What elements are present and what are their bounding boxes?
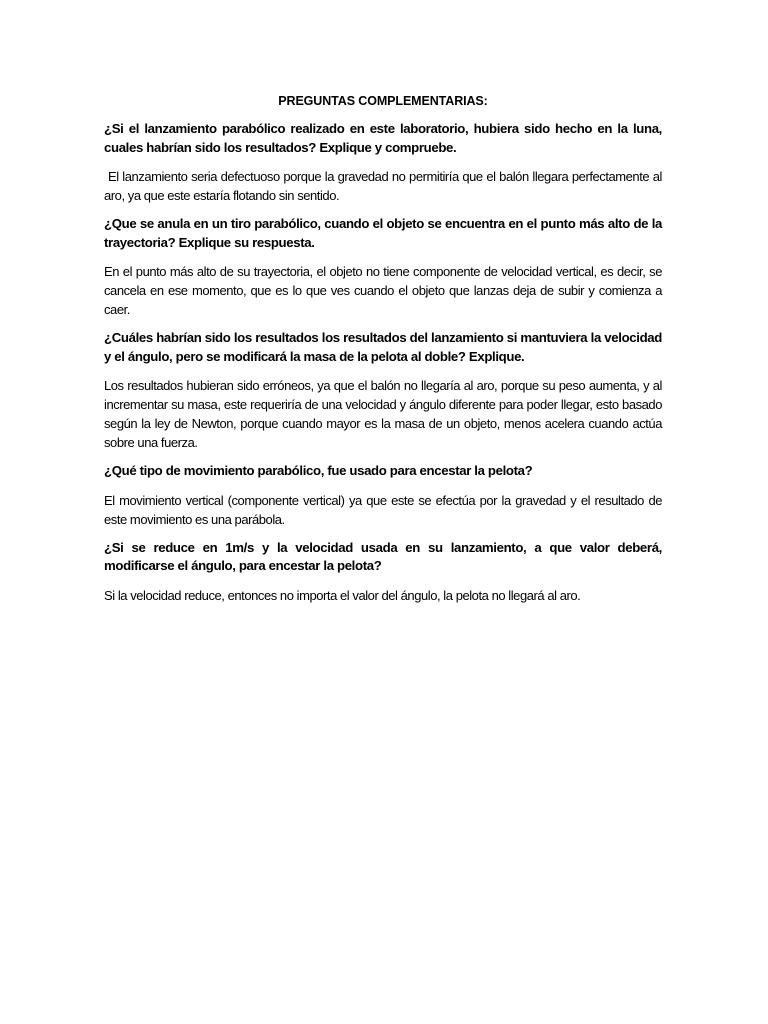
question-2: ¿Que se anula en un tiro parabólico, cuando el objeto se encuentra en el punto más alto de la trayectoria? Explique su respuesta.	[104, 216, 662, 250]
answer-1: El lanzamiento seria defectuoso porque la gravedad no permitiría que el balón llegara perfectamente al aro, ya que este estaría flotando sin sentido.	[104, 169, 662, 203]
question-5: ¿Si se reduce en 1m/s y la velocidad usada en su lanzamiento, a que valor deberá, modificarse el ángulo, para encestar la pelota?	[104, 539, 662, 573]
answer-4: El movimiento vertical (componente vertical) ya que este se efectúa por la gravedad y el resultado de este movimiento es una parábola.	[104, 492, 662, 527]
question-1: ¿Si el lanzamiento parabólico realizado en este laboratorio, hubiera sido hecho en la luna, cuales habrían sido los resultados? Explique y compruebe.	[104, 121, 662, 155]
document-title: PREGUNTAS COMPLEMENTARIAS:	[278, 94, 488, 108]
answer-3: Los resultados hubieran sido erróneos, ya que el balón no llegaría al aro, porque su peso aumenta, y al incrementar su masa, este requeriría de una velocidad y ángulo diferente para poder llegar, esto basado según la ley de Newton, porque cuando mayor es la masa de un objeto, menos acelera cuando actúa sobre una fuerza.	[104, 378, 662, 450]
question-4: ¿Qué tipo de movimiento parabólico, fue usado para encestar la pelota?	[104, 463, 533, 478]
document-page	[104, 92, 662, 615]
answer-5: Si la velocidad reduce, entonces no importa el valor del ángulo, la pelota no llegará al aro.	[104, 587, 581, 603]
answer-2: En el punto más alto de su trayectoria, el objeto no tiene componente de velocidad vertical, es decir, se cancela en ese momento, que es lo que ves cuando el objeto que lanzas deja de subir y comienza a caer.	[104, 264, 662, 317]
question-3: ¿Cuáles habrían sido los resultados los resultados del lanzamiento si mantuviera la velocidad y el ángulo, pero se modificará la masa de la pelota al doble? Explique.	[104, 330, 662, 364]
